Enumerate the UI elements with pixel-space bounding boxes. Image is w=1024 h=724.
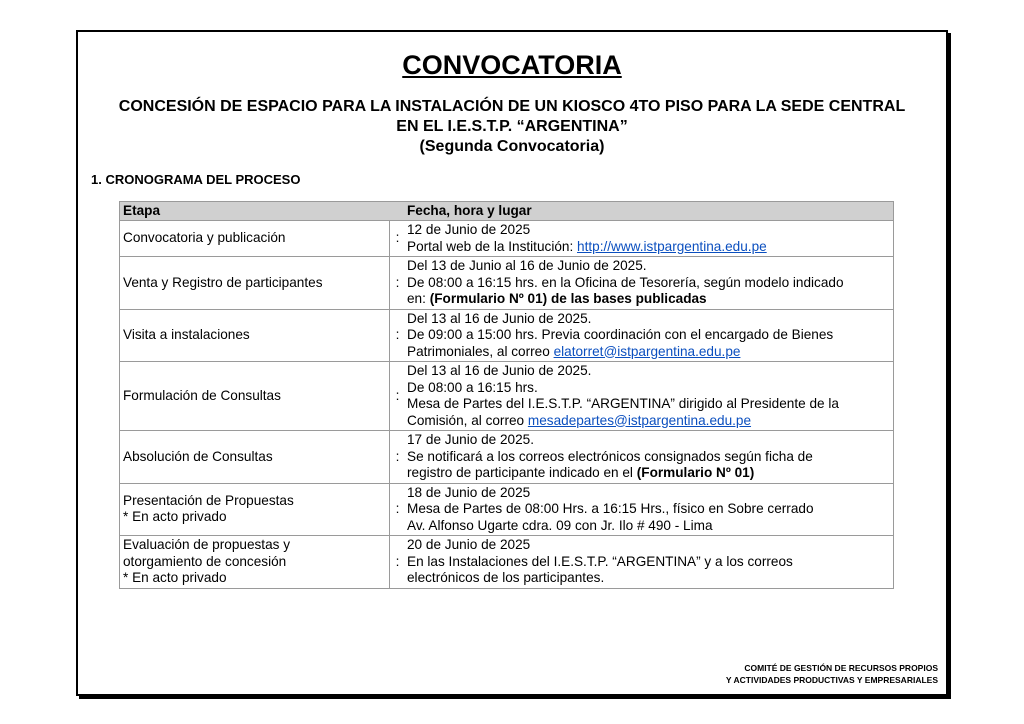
colon-separator: : [390, 536, 405, 589]
stage-cell [120, 483, 390, 536]
line-text: 17 de Junio de 2025. [407, 432, 534, 447]
date-place-line [407, 570, 889, 587]
date-place-cell [404, 431, 894, 484]
column-header-date: Fecha, hora y lugar [404, 202, 894, 221]
stage-text: * En acto privado [123, 570, 227, 585]
date-place-cell [404, 221, 894, 257]
stage-cell [120, 362, 390, 431]
table-row [120, 309, 894, 362]
colon-separator: : [390, 257, 405, 310]
table-body [120, 221, 894, 589]
footer-committee [726, 662, 938, 686]
line-text: en: [407, 291, 430, 306]
stage-cell [120, 431, 390, 484]
footer-line-1: COMITÉ DE GESTIÓN DE RECURSOS PROPIOS [744, 663, 938, 673]
line-text: Del 13 al 16 de Junio de 2025. [407, 363, 592, 378]
date-place-cell [404, 309, 894, 362]
stage-text: Convocatoria y publicación [123, 230, 286, 246]
line-text: Mesa de Partes del I.E.S.T.P. “ARGENTINA” dirigido al Presidente de la [407, 396, 839, 411]
line-text: Av. Alfonso Ugarte cdra. 09 con Jr. Ilo # 490 - Lima [407, 517, 713, 533]
contact-link[interactable]: http://www.istpargentina.edu.pe [577, 238, 767, 254]
footer-line-2: Y ACTIVIDADES PRODUCTIVAS Y EMPRESARIALES [725, 675, 938, 685]
table-row [120, 483, 894, 536]
stage-cell [120, 536, 390, 589]
contact-link[interactable]: elatorret@istpargentina.edu.pe [553, 343, 741, 359]
subtitle-line-3: (Segunda Convocatoria) [419, 138, 605, 155]
date-place-line [407, 485, 889, 502]
line-text: De 08:00 a 16:15 hrs. en la Oficina de Tesorería, según modelo indicado [407, 274, 844, 290]
date-place-cell [404, 536, 894, 589]
date-place-line [407, 465, 889, 482]
subtitle-line-1: CONCESIÓN DE ESPACIO PARA LA INSTALACIÓN DE UN KIOSCO 4TO PISO PARA LA SEDE CENTRAL [118, 98, 906, 115]
date-place-line [407, 327, 889, 344]
table-header-row [120, 202, 894, 221]
stage-text: otorgamiento de concesión [123, 553, 287, 569]
date-place-line [407, 380, 889, 397]
line-text: Se notificará a los correos electrónicos consignados según ficha de [407, 448, 813, 464]
date-place-line [407, 396, 889, 413]
table-row [120, 431, 894, 484]
line-text: 20 de Junio de 2025 [407, 537, 531, 552]
stage-text: Visita a instalaciones [123, 327, 250, 342]
date-place-line [407, 344, 889, 361]
colon-separator: : [390, 431, 405, 484]
column-header-separator [390, 202, 405, 221]
date-place-line [407, 311, 889, 328]
line-text: 18 de Junio de 2025 [407, 484, 531, 500]
table-row [120, 221, 894, 257]
date-place-line [407, 554, 889, 571]
table-row [120, 536, 894, 589]
column-header-stage: Etapa [120, 202, 390, 221]
colon-separator: : [390, 221, 405, 257]
date-place-line [407, 449, 889, 466]
line-text: Del 13 de Junio al 16 de Junio de 2025. [407, 258, 647, 273]
date-place-cell [404, 483, 894, 536]
bold-text: (Formulario Nº 01) de las bases publicadas [429, 291, 707, 306]
date-place-cell [404, 362, 894, 431]
schedule-table [119, 201, 894, 589]
line-text: En las Instalaciones del I.E.S.T.P. “ARGENTINA” y a los correos [407, 553, 793, 569]
stage-text: Presentación de Propuestas [123, 492, 294, 508]
stage-text: Venta y Registro de participantes [123, 274, 323, 290]
stage-text: Formulación de Consultas [123, 387, 281, 403]
line-text: Mesa de Partes de 08:00 Hrs. a 16:15 Hrs., físico en Sobre cerrado [407, 501, 814, 516]
line-text: De 08:00 a 16:15 hrs. [407, 379, 538, 395]
line-text: registro de participante indicado en el [407, 465, 637, 480]
section-heading: 1. CRONOGRAMA DEL PROCESO [91, 172, 301, 187]
date-place-line [407, 275, 889, 292]
subtitle-line-2: EN EL I.E.S.T.P. “ARGENTINA” [396, 118, 628, 135]
document-title: CONVOCATORIA [402, 50, 622, 80]
date-place-line [407, 291, 889, 308]
line-text: De 09:00 a 15:00 hrs. Previa coordinación con el encargado de Bienes [407, 327, 834, 342]
stage-text: Evaluación de propuestas y [123, 537, 291, 552]
table-row [120, 257, 894, 310]
colon-separator: : [390, 362, 405, 431]
line-text: Comisión, al correo [407, 412, 528, 428]
date-place-line [407, 501, 889, 518]
stage-cell [120, 221, 390, 257]
bold-text: (Formulario Nº 01) [636, 465, 755, 480]
colon-separator: : [390, 309, 405, 362]
date-place-line [407, 518, 889, 535]
line-text: Del 13 al 16 de Junio de 2025. [407, 310, 592, 326]
stage-text: Absolución de Consultas [123, 448, 273, 464]
date-place-line [407, 413, 889, 430]
line-text: Portal web de la Institución: [407, 238, 578, 254]
date-place-line [407, 537, 889, 554]
colon-separator: : [390, 483, 405, 536]
contact-link[interactable]: mesadepartes@istpargentina.edu.pe [527, 412, 752, 428]
date-place-line [407, 432, 889, 449]
date-place-line [407, 222, 889, 239]
date-place-line [407, 258, 889, 275]
date-place-cell [404, 257, 894, 310]
table-row [120, 362, 894, 431]
stage-cell [120, 309, 390, 362]
stage-cell [120, 257, 390, 310]
line-text: Patrimoniales, al correo [407, 343, 554, 359]
stage-text: * En acto privado [123, 509, 227, 525]
line-text: electrónicos de los participantes. [407, 570, 605, 585]
date-place-line [407, 363, 889, 380]
line-text: 12 de Junio de 2025 [407, 222, 531, 237]
date-place-line [407, 239, 889, 256]
